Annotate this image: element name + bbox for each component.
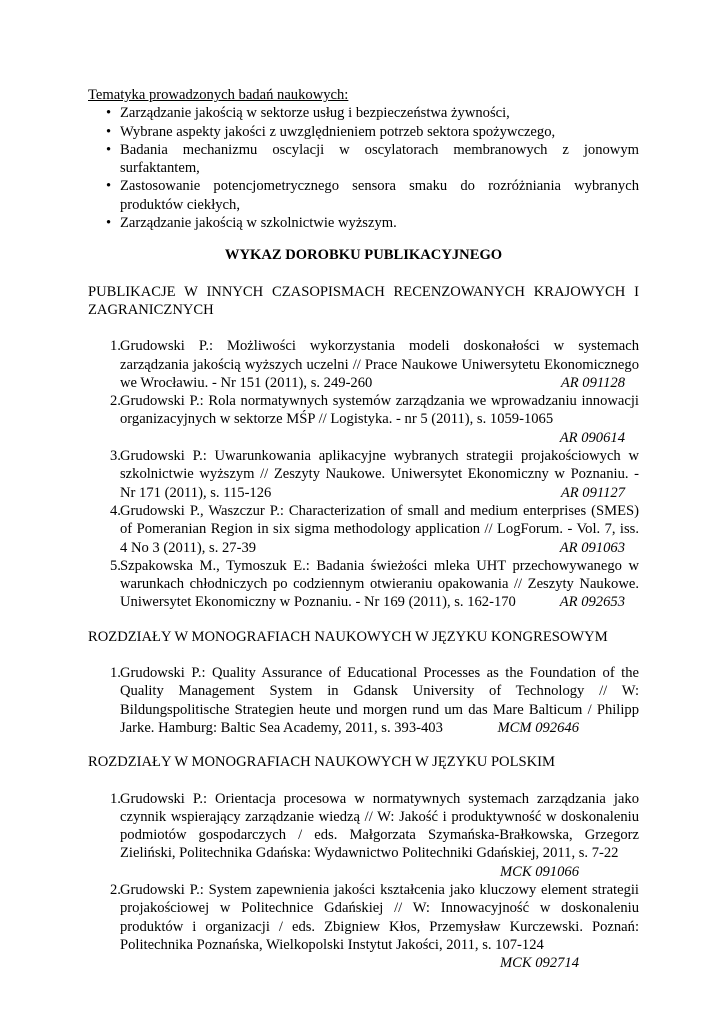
publication-item (88, 664, 639, 737)
publication-text: Grudowski P.: System zapewnienia jakości kształcenia jako kluczowy element strategii projakościowej w Politechnice Gdańskiej // W: Innowacyjność w doskonaleniu produktów i organizacji / eds. Zbigniew Kłos, Przemysław Kurczewski. Poznań: Politechnika Poznańska, Wielkopolski Instytut Jakości, 2011, s. 107-124 (120, 881, 639, 953)
publication-number: 2. (110, 881, 121, 898)
section-heading: PUBLIKACJE W INNYCH CZASOPISMACH RECENZOWANYCH KRAJOWYCH I ZAGRANICZNYCH (88, 283, 639, 318)
research-topic: • Zastosowanie potencjometrycznego sensora smaku do rozróżniania wybranych produktów ciekłych, (88, 177, 639, 214)
publication-item (88, 790, 639, 881)
publication-code: MCK 091066 (499, 863, 579, 880)
publication-number: 1. (110, 665, 121, 682)
publication-number: 2. (110, 393, 121, 410)
document-page (88, 86, 639, 972)
publication-item (88, 881, 639, 972)
publication-list (88, 337, 639, 611)
research-topics-heading: Tematyka prowadzonych badań naukowych: (88, 87, 349, 103)
publication-text: Grudowski P.: Uwarunkowania aplikacyjne wybranych strategii projakościowych w szkolnictwie wyższym // Zeszyty Naukowe. Uniwersytet Ekonomiczny w Poznaniu. - Nr 171 (2011), s. 115-126 (120, 448, 639, 501)
publication-code: MCK 092714 (499, 955, 579, 972)
research-topics-list (88, 104, 639, 232)
research-topic: • Zarządzanie jakością w sektorze usług i bezpieczeństwa żywności, (88, 104, 639, 122)
publication-text: Grudowski P., Waszczur P.: Characterization of small and medium enterprises (SMES) of Pomeranian Region in six sigma methodology application // LogForum. - Vol. 7, iss. 4 No 3 (2011), s. 27-39 (120, 502, 639, 556)
publication-code: AR 091127 (560, 484, 625, 501)
publication-item (88, 392, 639, 447)
publication-code: AR 090614 (559, 429, 625, 446)
research-topic: • Zarządzanie jakością w szkolnictwie wyższym. (88, 214, 639, 232)
document-title: WYKAZ DOROBKU PUBLIKACYJNEGO (224, 247, 503, 264)
publication-list (88, 664, 639, 737)
publication-number: 4. (110, 502, 121, 519)
publication-item (88, 447, 639, 502)
publication-text: Grudowski P.: Możliwości wykorzystania modeli doskonałości w systemach zarządzania jakością wyższych uczelni // Prace Naukowe Uniwersytetu Ekonomicznego we Wrocławiu. - Nr 151 (2011), s. 249-260 (120, 338, 639, 391)
publication-code: MCM 092646 (497, 719, 579, 736)
research-topic: • Badania mechanizmu oscylacji w oscylatorach membranowych z jonowym surfaktantem, (88, 141, 639, 178)
publication-number: 1. (110, 338, 121, 355)
research-topic: • Wybrane aspekty jakości z uwzględnieniem potrzeb sektora spożywczego, (88, 123, 639, 141)
section-heading: ROZDZIAŁY W MONOGRAFIACH NAUKOWYCH W JĘZYKU KONGRESOWYM (88, 628, 608, 645)
publication-item (88, 502, 639, 557)
publication-text: Grudowski P.: Orientacja procesowa w normatywnych systemach zarządzania jako czynnik wspierający zarządzanie wiedzą // W: Jakość i produktywność w doskonaleniu podmiotów gospodarczych / eds. Małgorzata Szymańska-Brałkowska, Grzegorz Zieliński, Politechnika Gdańska: Wydawnictwo Politechniki Gdańskiej, 2011, s. 7-22 (120, 790, 639, 862)
publication-text: Grudowski P.: Rola normatywnych systemów zarządzania we wprowadzaniu innowacji organizacyjnych w sektorze MŚP // Logistyka. - nr 5 (2011), s. 1059-1065 (120, 393, 639, 428)
publication-number: 5. (110, 557, 121, 574)
publication-list (88, 790, 639, 973)
publication-code: AR 091063 (559, 539, 625, 556)
publication-code: AR 091128 (560, 374, 625, 391)
publication-item (88, 557, 639, 612)
publication-text: Grudowski P.: Quality Assurance of Educational Processes as the Foundation of the Quality Management System in Gdansk University of Technology // W: Bildungspolitische Strategien heute und morgen rund um das Mare Balticum / Philipp Jarke. Hamburg: Baltic Sea Academy, 2011, s. 393-403 (120, 665, 639, 736)
publication-item (88, 337, 639, 392)
publication-text: Szpakowska M., Tymoszuk E.: Badania świeżości mleka UHT przechowywanego w warunkach chłodniczych po codziennym otwieraniu opakowania // Zeszyty Naukowe. Uniwersytet Ekonomiczny w Poznaniu. - Nr 169 (2011), s. 162-170 (120, 557, 639, 611)
publication-number: 3. (110, 448, 121, 465)
publication-code: AR 092653 (559, 594, 625, 611)
publication-number: 1. (110, 790, 121, 807)
section-heading: ROZDZIAŁY W MONOGRAFIACH NAUKOWYCH W JĘZYKU POLSKIM (88, 754, 555, 771)
